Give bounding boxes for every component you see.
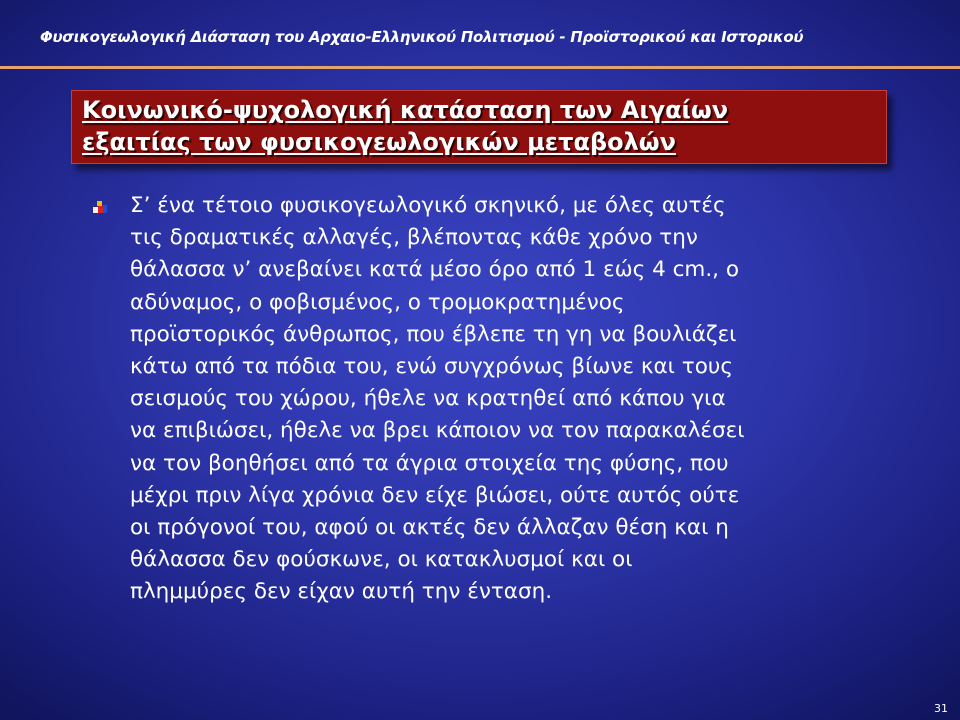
body-line: Σ’ ένα τέτοιο φυσικογεωλογικό σκηνικό, με όλες αυτές — [130, 193, 726, 218]
body-line: οι πρόγονοί του, αφού οι ακτές δεν άλλαζαν θέση και η — [130, 514, 729, 540]
body-line: μέχρι πριν λίγα χρόνια δεν είχε βιώσει, ούτε αυτός ούτε — [130, 482, 740, 508]
body-line: κάτω από τα πόδια του, ενώ συγχρόνως βίωνε και τους — [130, 353, 733, 379]
body-line: αδύναμος, ο φοβισμένος, ο τρομοκρατημένος — [130, 289, 625, 315]
body-line: να τον βοηθήσει από τα άγρια στοιχεία της φύσης, που — [130, 450, 729, 476]
body-line: τις δραματικές αλλαγές, βλέποντας κάθε χρόνο την — [130, 225, 698, 251]
body-paragraph — [130, 190, 900, 608]
body-line: σεισμούς του χώρου, ήθελε να κρατηθεί από κάπου για — [130, 386, 726, 412]
body-line: πλημμύρες δεν είχαν αυτή την ένταση. — [130, 579, 553, 605]
presentation-header: Φυσικογεωλογική Διάσταση του Αρχαιο-Ελληνικού Πολιτισμού - Προϊστορικού και Ιστορικού — [40, 28, 804, 46]
slide-title-box — [71, 90, 887, 164]
body-line: θάλασσα ν’ ανεβαίνει κατά μέσο όρο από 1 εώς 4 cm., ο — [130, 257, 740, 283]
slide-title-line-2: εξαιτίας των φυσικογεωλογικών μεταβολών — [82, 128, 676, 156]
body-line: προϊστορικός άνθρωπος, που έβλεπε τη γη να βουλιάζει — [130, 321, 737, 347]
page-number: 31 — [934, 702, 948, 715]
colored-squares-bullet-icon — [93, 201, 107, 214]
body-line: θάλασσα δεν φούσκωνε, οι κατακλυσμοί και οι — [130, 547, 633, 573]
slide-title-line-1: Κοινωνικό-ψυχολογική κατάσταση των Αιγαίων — [82, 96, 729, 124]
header-divider — [0, 66, 960, 69]
body-line: να επιβιώσει, ήθελε να βρει κάποιον να τον παρακαλέσει — [130, 418, 745, 444]
